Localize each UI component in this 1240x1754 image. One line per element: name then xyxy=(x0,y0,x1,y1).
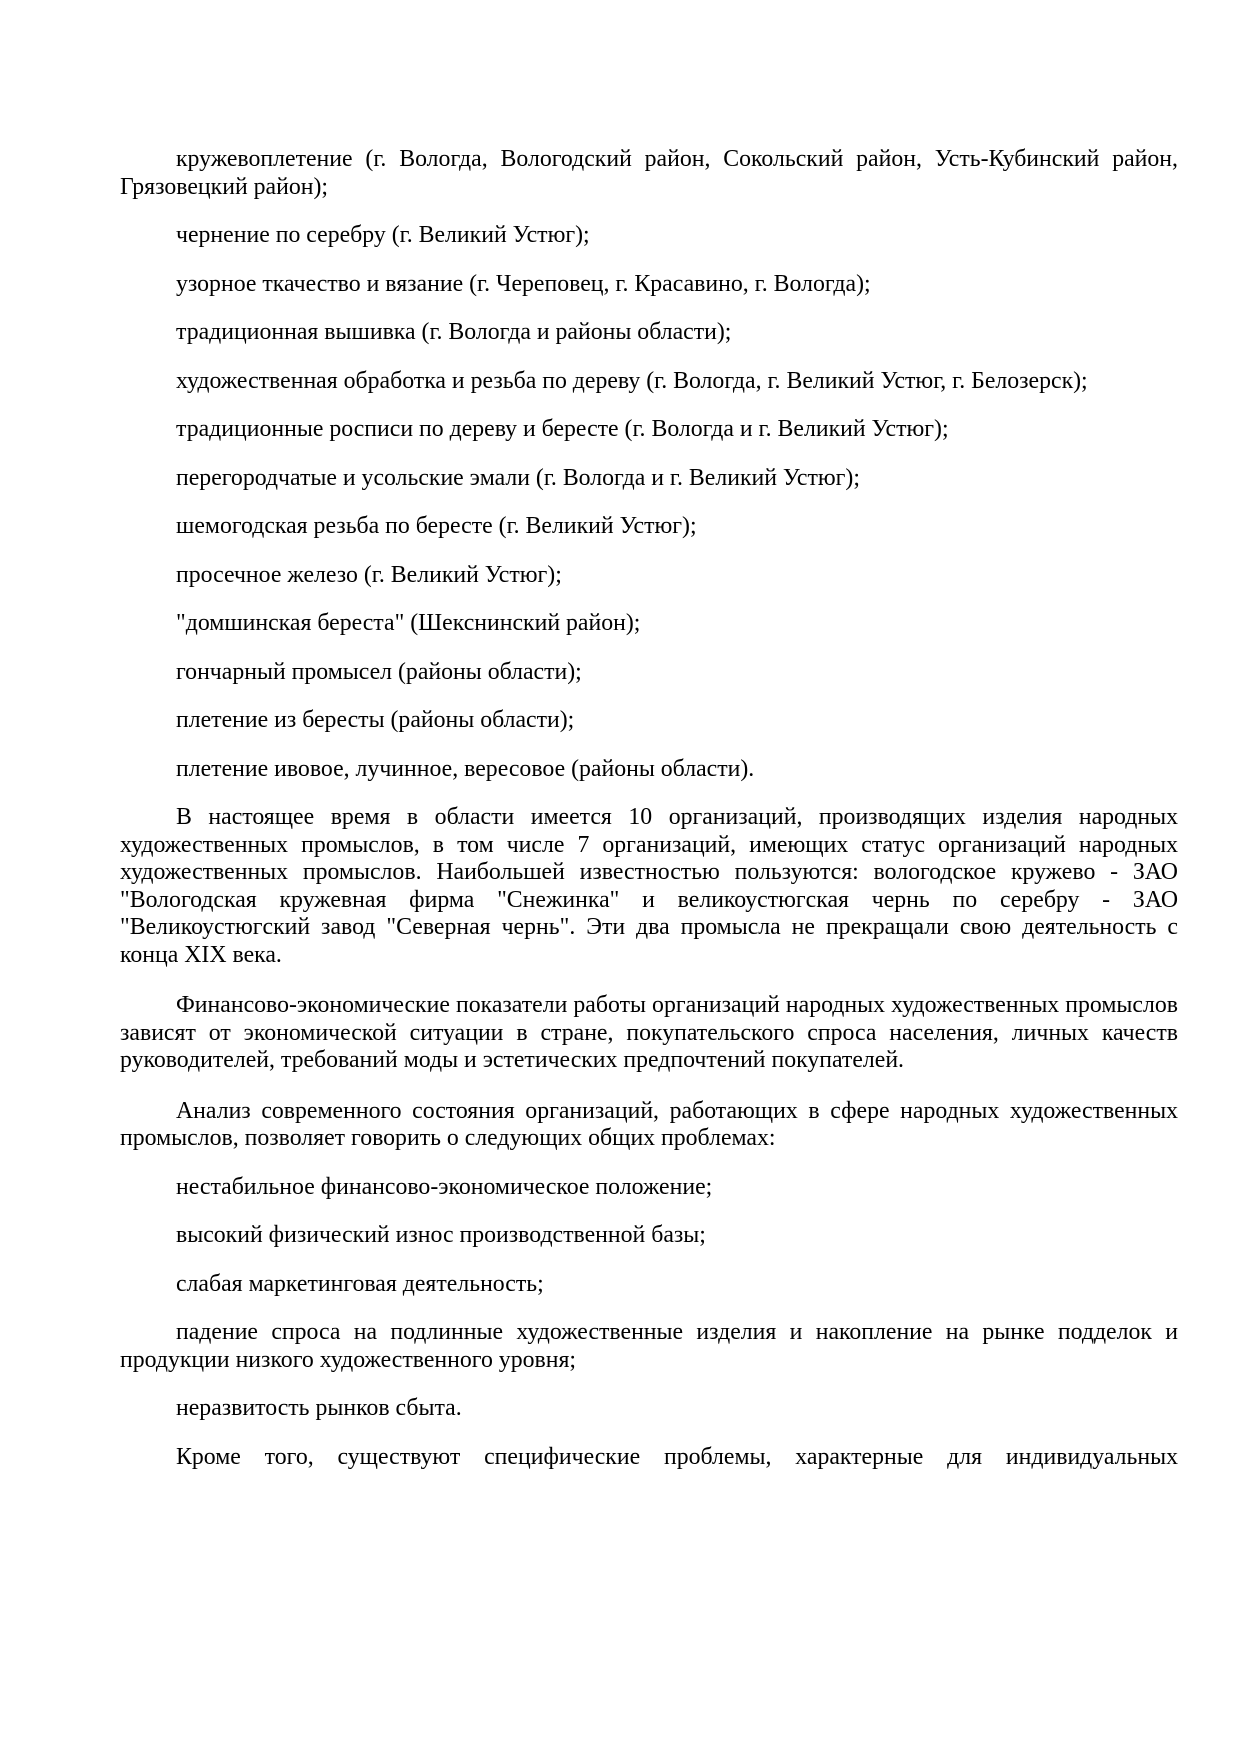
list-item: просечное железо (г. Великий Устюг); xyxy=(176,561,562,588)
body-paragraph: Кроме того, существуют специфические проблемы, характерные для индивидуальных xyxy=(176,1443,1178,1470)
list-item: гончарный промысел (районы области); xyxy=(176,658,582,685)
list-item: чернение по серебру (г. Великий Устюг); xyxy=(176,222,590,248)
list-item: узорное ткачество и вязание (г. Череповец, г. Красавино, г. Вологда); xyxy=(176,270,871,297)
list-item: падение спроса на подлинные художественные изделия и накопление на рынке подделок и продукции низкого художественного уровня; xyxy=(120,1319,1178,1373)
list-item: слабая маркетинговая деятельность; xyxy=(176,1270,544,1297)
body-paragraph: Анализ современного состояния организаций, работающих в сфере народных художественных промыслов, позволяет говорить о следующих общих проблемах: xyxy=(120,1097,1178,1151)
list-item: художественная обработка и резьба по дереву (г. Вологда, г. Великий Устюг, г. Белозерск); xyxy=(176,367,1088,394)
body-paragraph: Финансово-экономические показатели работы организаций народных художественных промыслов зависят от экономической ситуации в стране, покупательского спроса населения, личных качеств руководителей, требований моды и эстетических предпочтений покупателей. xyxy=(120,992,1178,1073)
list-item: "домшинская береста" (Шекснинский район); xyxy=(176,610,641,636)
list-item: перегородчатые и усольские эмали (г. Вологда и г. Великий Устюг); xyxy=(176,464,860,491)
list-item: шемогодская резьба по бересте (г. Великий Устюг); xyxy=(176,513,697,539)
list-item: кружевоплетение (г. Вологда, Вологодский район, Сокольский район, Усть-Кубинский район, Грязовецкий район); xyxy=(120,146,1178,200)
list-item: традиционные росписи по дереву и бересте (г. Вологда и г. Великий Устюг); xyxy=(176,416,949,442)
document-body xyxy=(120,146,1178,1471)
list-item: традиционная вышивка (г. Вологда и районы области); xyxy=(176,319,732,345)
list-item: плетение ивовое, лучинное, вересовое (районы области). xyxy=(176,755,755,782)
list-item: неразвитость рынков сбыта. xyxy=(176,1395,462,1421)
list-item: высокий физический износ производственной базы; xyxy=(176,1222,706,1248)
list-item: плетение из бересты (районы области); xyxy=(176,707,575,733)
body-paragraph: В настоящее время в области имеется 10 организаций, производящих изделия народных художественных промыслов, в том числе 7 организаций, имеющих статус организаций народных художественных промыслов. Наибольшей известностью пользуются: вологодское кружево - ЗАО "Вологодская кружевная фирма "Снежинка" и великоустюгская чернь по серебру - ЗАО "Великоустюгский завод "Северная чернь". Эти два промысла не прекращали свою деятельность с конца XIX века. xyxy=(120,804,1178,968)
list-item: нестабильное финансово-экономическое положение; xyxy=(176,1173,713,1200)
